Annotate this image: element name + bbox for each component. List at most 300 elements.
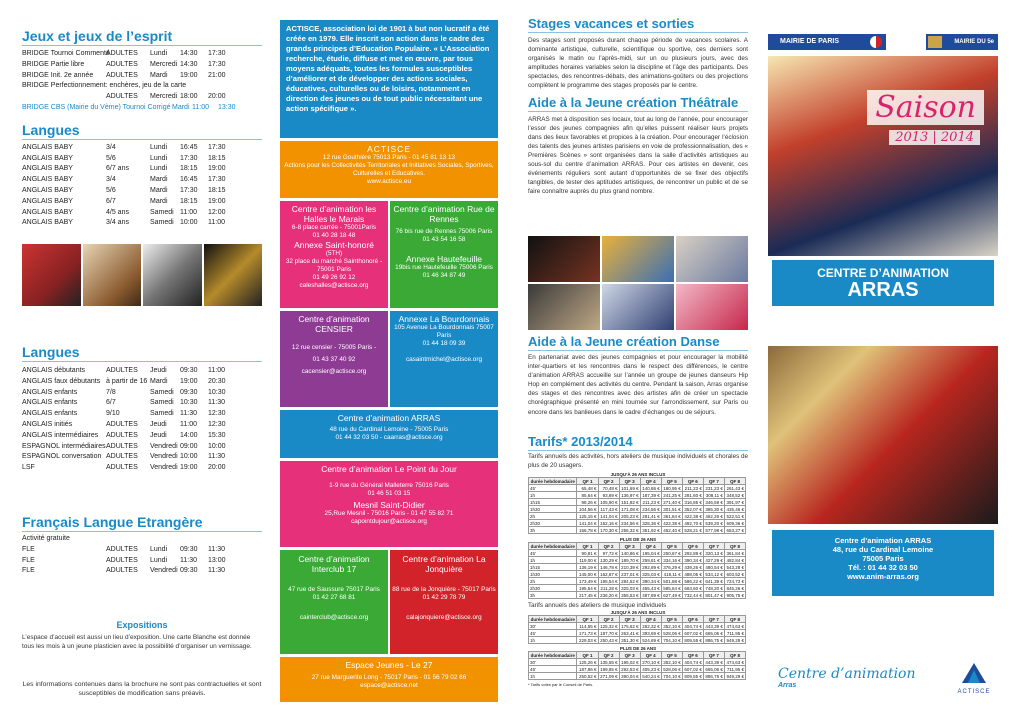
censier-mail[interactable]: cacensier@actisce.org <box>301 368 367 375</box>
cell: 11:30 <box>180 556 197 564</box>
interclub-mail[interactable]: cainterclub@actisce.org <box>299 614 369 621</box>
sdidier-address: 25,Rue Mesnil - 75016 Paris - 01 47 55 82 71 <box>324 510 454 517</box>
table-cell: 70,48 € <box>598 485 619 492</box>
sdidier-title: Mesnil Saint-Didier <box>353 500 425 510</box>
cell: ANGLAIS débutants <box>22 367 86 374</box>
table-cell: 949,29 € <box>724 637 745 644</box>
schedule-row <box>22 398 262 409</box>
table-cell: 236,20 € <box>598 592 619 599</box>
cell: 18:15 <box>180 197 198 205</box>
table-row <box>529 485 746 492</box>
cell: ADULTES <box>106 464 138 472</box>
fle-section <box>22 534 262 577</box>
table-cell: 217,45 € <box>577 592 598 599</box>
header-cell: QF 2 <box>598 616 619 623</box>
stages-text: Des stages sont proposés durant chaque période de vacances scolaires. A dominante artistique, culturelle, scientifique ou sportive, ces derniers sont organisés le matin ou l’après-midi, sur un ou plusieurs jours, avec des amplitudes horaires variables selon la discipline et l’âge des participants. Des spectacles, des rencontres-débats, des animations-goûters ou des projections complètent le programme des stages proposés par le centre. <box>528 37 748 90</box>
schedule-row <box>22 431 262 442</box>
table-cell: 284,52 € <box>619 578 640 585</box>
cell: 17:30 <box>208 143 226 151</box>
cell: 7/8 <box>106 388 116 396</box>
table-cell: 474,63 € <box>724 659 745 666</box>
actisce-title: ACTISCE <box>367 144 411 154</box>
table-cell: 462,26 € <box>703 513 724 520</box>
cell: 17:30 <box>208 50 226 57</box>
table-cell: 93,89 € <box>598 492 619 499</box>
cell: 14:00 <box>180 431 198 439</box>
cell: ANGLAIS BABY <box>22 143 73 151</box>
cell: 09:30 <box>180 545 198 553</box>
mairie-5-logo <box>926 34 998 50</box>
table-cell: 114,55 € <box>577 623 598 630</box>
table-cell: 292,53 € <box>619 666 640 673</box>
contact-city: 75005 Paris <box>862 554 904 563</box>
cell: ANGLAIS BABY <box>22 197 73 205</box>
cell: 3/4 ans <box>106 219 129 227</box>
table-cell: 292,89 € <box>640 564 661 571</box>
schedule-row <box>22 175 262 186</box>
cell: 6/7 ans <box>106 165 129 173</box>
cell: ADULTES <box>106 71 138 79</box>
cell: 18:15 <box>180 165 198 173</box>
table-cell: 540,24 € <box>640 673 661 680</box>
cell: Lundi <box>150 154 168 162</box>
table-cell: 351,92 € <box>640 527 661 534</box>
cell: à partir de 16 <box>106 377 148 385</box>
cell: ANGLAIS BABY <box>22 165 73 173</box>
table-row <box>529 550 746 557</box>
table-cell: 171,73 € <box>577 630 598 637</box>
table-cell: 501,88 € <box>661 578 682 585</box>
cell: ESPAGNOL intermédiaires <box>22 442 106 450</box>
schedule-row <box>22 81 262 92</box>
schedule-row <box>22 208 262 219</box>
table-cell: 229,03 € <box>577 637 598 644</box>
cell: Jeudi <box>150 420 167 428</box>
table-cell: 886,75 € <box>703 673 724 680</box>
table-cell: 603,52 € <box>724 571 745 578</box>
table-cell: 250,52 € <box>577 673 598 680</box>
table-cell: 105,90 € <box>598 499 619 506</box>
photo-dance <box>22 244 81 306</box>
table-cell: 101,69 € <box>619 485 640 492</box>
cell: 11:30 <box>208 453 225 461</box>
cell: FLE <box>22 556 35 564</box>
cell: ANGLAIS BABY <box>22 208 73 216</box>
cell: 18:15 <box>208 186 226 194</box>
table-row <box>529 578 746 585</box>
cell: ADULTES <box>106 50 138 57</box>
cell: ADULTES <box>106 567 138 575</box>
schedule-row <box>22 197 262 208</box>
table-cell: 809,55 € <box>682 673 703 680</box>
table-cell: 187,39 € <box>640 492 661 499</box>
cell: ANGLAIS enfants <box>22 399 78 407</box>
cell: Jeudi <box>150 431 167 439</box>
espace-jeunes-address: 27 rue Marguerite Long - 75017 Paris - 01 56 79 02 66 <box>311 674 467 681</box>
table-cell: 522,51 € <box>724 513 745 520</box>
table-cell: 136,19 € <box>577 564 598 571</box>
table-cell: 140,86 € <box>619 550 640 557</box>
cell: 11:00 <box>180 420 197 428</box>
cell: 11:30 <box>208 567 225 575</box>
cell: 9/10 <box>106 410 120 418</box>
halles-title: Centre d’animation les Halles le Marais <box>291 204 377 224</box>
espace-jeunes-title: Espace Jeunes - Le 27 <box>345 660 433 670</box>
table-cell: 175,62 € <box>619 623 640 630</box>
header-cell: QF 7 <box>703 543 724 550</box>
table-cell: 801,47 € <box>703 592 724 599</box>
table-cell: 256,32 € <box>619 527 640 534</box>
table-cell: 104,56 € <box>577 506 598 513</box>
tarif-table-2 <box>528 542 746 599</box>
cell: Mardi <box>150 71 168 79</box>
table-cell: 211,23 € <box>640 499 661 506</box>
table-cell: 348,52 € <box>724 492 745 499</box>
cell: Samedi <box>150 208 174 216</box>
table-cell: 3h <box>529 527 577 534</box>
table-cell: 627,49 € <box>661 592 682 599</box>
cell: Lundi <box>150 143 168 151</box>
paris-logo-icon <box>870 36 882 48</box>
halles-tel: 01 40 28 18 48 <box>312 232 356 239</box>
jonquiere-title: Centre d’animation La Jonquière <box>402 554 486 574</box>
mairie-header <box>768 34 998 50</box>
table-cell: 156,78 € <box>577 527 598 534</box>
logo-text: Centre d’animation <box>778 666 916 682</box>
header-cell: QF 1 <box>577 478 598 485</box>
table-row <box>529 492 746 499</box>
actisce-logo <box>954 662 994 700</box>
espace-jeunes-mail[interactable]: espace@actisce.net <box>360 682 418 689</box>
saison-years: 2013 | 2014 <box>889 130 980 145</box>
table-cell: 577,98 € <box>703 527 724 534</box>
header-cell: QF 6 <box>682 652 703 659</box>
table-cell: 173,49 € <box>577 578 598 585</box>
schedule-row <box>22 452 262 463</box>
tbl4-caption: PLUS DE 26 ANS <box>619 646 657 652</box>
table-row <box>529 592 746 599</box>
header-cell: durée hebdomadaire <box>529 616 577 623</box>
cell <box>106 81 150 92</box>
table-cell: 65,48 € <box>577 485 598 492</box>
table-cell: 845,26 € <box>724 585 745 592</box>
table-cell: 385,30 € <box>703 506 724 513</box>
cell: BRIDGE Partie libre <box>22 60 85 68</box>
cell: ANGLAIS enfants <box>22 388 78 396</box>
table-cell: 259,81 € <box>640 557 661 564</box>
table-cell: 189,70 € <box>619 557 640 564</box>
schedule-row <box>22 60 262 71</box>
table-cell: 711,95 € <box>724 630 745 637</box>
annexe-sh-tel: 01 49 26 92 12 <box>312 274 356 281</box>
table-cell: 1h <box>529 492 577 499</box>
table-cell: 241,25 € <box>661 492 682 499</box>
tarif-table-1 <box>528 477 746 534</box>
table-cell: 234,56 € <box>640 506 661 513</box>
photo-harp <box>143 244 202 306</box>
tarifs-heading: Tarifs* 2013/2014 <box>528 434 748 451</box>
pointdujour-address: 1-9 rue du Général Malleterre 75016 Paris <box>329 482 449 489</box>
table-cell: 140,86 € <box>640 485 661 492</box>
tbl3-caption: JUSQU’À 26 ANS INCLUS <box>610 610 666 616</box>
cell: 19:00 <box>180 71 198 79</box>
schedule-row <box>22 409 262 420</box>
cell: ESPAGNOL conversation <box>22 453 102 461</box>
cell: 10:30 <box>180 399 198 407</box>
header-cell: QF 5 <box>661 543 682 550</box>
table-cell: 211,28 € <box>598 585 619 592</box>
table-cell: 361,84 € <box>724 550 745 557</box>
halles-address: 6-8 place carrée - 75001Paris <box>291 224 377 231</box>
cell: 11:30 <box>208 545 225 553</box>
table-header-row <box>529 652 746 659</box>
cell: FLE <box>22 567 35 575</box>
cell: Mardi <box>150 186 168 194</box>
music-text: Tarifs annuels des ateliers de musique individuels <box>528 602 667 609</box>
actisce-web[interactable]: www.actisce.eu <box>366 178 412 185</box>
table-cell: 180,95 € <box>661 485 682 492</box>
table-cell: 90,81 € <box>577 550 598 557</box>
table-cell: 905,75 € <box>724 592 745 599</box>
table-row <box>529 557 746 564</box>
table-cell: 97,72 € <box>598 550 619 557</box>
table-cell: 809,55 € <box>682 637 703 644</box>
expo-text: L’espace d’accueil est aussi un lieu d’exposition. Une carte Blanche est donnée tous les mois à un jeune plasticien avec la possibilité d’organiser un vernissage. <box>22 634 252 650</box>
header-cell: QF 2 <box>598 543 619 550</box>
annexe-sh-mail[interactable]: caleshalles@actisce.org <box>299 282 369 289</box>
table-cell: 263,41 € <box>619 630 640 637</box>
table-cell: 85,64 € <box>577 492 598 499</box>
table-cell: 30' <box>529 659 577 666</box>
schedule-row <box>22 420 262 431</box>
schedule-row <box>22 49 262 60</box>
table-row <box>529 571 746 578</box>
contact-web[interactable]: www.anim-arras.org <box>847 572 919 581</box>
table-row <box>529 637 746 644</box>
table-cell: 653,27 € <box>724 527 745 534</box>
cell: 17:30 <box>180 154 198 162</box>
photo-pool <box>602 236 674 282</box>
table-cell: 439,26 € <box>682 564 703 571</box>
jeux-heading: Jeux et jeux de l’esprit <box>22 28 262 46</box>
censier-address: 12 rue censier - 75005 Paris - <box>291 344 377 351</box>
interclub-box <box>280 550 388 654</box>
actisce-desc: Actions pour les Collectivités Territoriales et Initiatives Sociales, Sportives, Culturelles et Educatives. <box>284 162 494 177</box>
rennes-title: Centre d’animation Rue de Rennes <box>393 204 495 224</box>
header-cell: QF 1 <box>577 652 598 659</box>
cell: Vendredi <box>150 464 178 472</box>
cell: 11:30 <box>180 410 197 418</box>
schedule-row <box>22 143 262 154</box>
tarifs-text: Tarifs annuels des activités, hors ateliers de musique individuels et chorales de plus de 20 usagers. <box>528 453 748 470</box>
table-cell: 1h15 <box>529 499 577 506</box>
actisce-logo-text: ACTISCE <box>957 689 991 695</box>
schedule-row <box>22 71 262 82</box>
table-cell: 346,59 € <box>703 499 724 506</box>
cell: Mardi <box>150 176 168 184</box>
table-cell: 135,55 € <box>598 659 619 666</box>
table-cell: 45' <box>529 550 577 557</box>
cell: Jeudi <box>150 367 167 374</box>
danse-text: En partenariat avec des jeunes compagnies et pour encourager la mobilité inter-quartiers et les rencontres dans le respect des différences, le centre d’animation ARRAS accueille sur l’année un groupe de jeunes danseurs Hip Hop en complément des activités du centre. Pendant la saison, Arras organise des stages et des rencontres avec des artistes afin de créer un spectacle chorégraphique présenté en mini tournée sur l’arrondissement, sur Paris ou encore dans les banlieues dans le cadre d’échanges ou de séjours. <box>528 354 748 416</box>
table-cell: 125,26 € <box>577 659 598 666</box>
interclub-tel: 01 42 27 68 81 <box>312 594 356 601</box>
cell: 20:00 <box>208 93 226 101</box>
cell: 12:00 <box>208 208 226 216</box>
table-cell: 704,10 € <box>661 673 682 680</box>
cell: Lundi <box>150 50 168 57</box>
table-row <box>529 499 746 506</box>
header-cell: QF 6 <box>682 616 703 623</box>
cell: ANGLAIS enfants <box>22 410 78 418</box>
table-cell: 170,30 € <box>598 527 619 534</box>
pointdujour-box <box>280 461 498 547</box>
table-cell: 195,04 € <box>640 550 661 557</box>
photo-craft <box>528 284 600 330</box>
contact-box <box>772 530 994 596</box>
annexe-sh-title: Annexe Saint-honoré <box>294 240 374 250</box>
dance-photo <box>768 346 998 524</box>
table-cell: 2h30 <box>529 585 577 592</box>
arras-title: Centre d’animation ARRAS <box>337 413 441 423</box>
contact-tel: Tél. : 01 44 32 03 50 <box>848 563 918 572</box>
header-cell: QF 3 <box>619 478 640 485</box>
table-cell: 270,10 € <box>640 659 661 666</box>
mairie-paris-logo <box>768 34 886 50</box>
sdidier-mail[interactable]: capointdujour@actisce.org <box>351 518 427 525</box>
pointdujour-tel: 01 46 51 03 15 <box>367 490 411 497</box>
table-cell: 45' <box>529 630 577 637</box>
table-cell: 117,43 € <box>598 506 619 513</box>
cell: 11:00 <box>192 103 209 111</box>
table-cell: 748,20 € <box>703 585 724 592</box>
table-cell: 352,10 € <box>661 623 682 630</box>
censier-tel: 01 43 37 40 92 <box>312 356 356 363</box>
fle-heading: Français Langue Etrangère <box>22 514 262 532</box>
table-cell: 393,69 € <box>640 630 661 637</box>
mairie-paris-text: MAIRIE DE PARIS <box>780 38 839 45</box>
cell: 17:30 <box>208 176 226 184</box>
table-cell: 199,85 € <box>598 666 619 673</box>
cell: 3/4 <box>106 176 116 184</box>
table-cell: 45' <box>529 666 577 673</box>
jonquiere-mail[interactable]: calajonquiere@actisce.org <box>406 614 482 621</box>
table-cell: 125,32 € <box>598 623 619 630</box>
table-cell: 146,78 € <box>598 564 619 571</box>
cell: Mardi <box>172 103 190 111</box>
table-cell: 2h <box>529 513 577 520</box>
table-cell: 422,38 € <box>661 520 682 527</box>
schedule-row <box>22 218 262 229</box>
table-cell: 2h30 <box>529 520 577 527</box>
table-cell: 390,04 € <box>619 673 640 680</box>
cell: Vendredi <box>150 442 178 450</box>
tarif-table-3 <box>528 615 746 644</box>
table-cell: 492,70 € <box>682 520 703 527</box>
cell: Lundi <box>150 165 168 173</box>
table-cell: 45' <box>529 485 577 492</box>
photo-painting <box>83 244 142 306</box>
cell <box>180 81 208 92</box>
table-header-row <box>529 478 746 485</box>
cell: 09:00 <box>180 442 198 450</box>
column-1 <box>22 0 262 724</box>
cell: 10:00 <box>180 219 198 227</box>
table-cell: 355,53 € <box>619 592 640 599</box>
cell: Samedi <box>150 219 174 227</box>
cell: Samedi <box>150 410 174 418</box>
cell: 11:00 <box>208 367 225 374</box>
annexe-sh-sub: (5TH) <box>325 250 343 257</box>
schedule-row <box>22 566 262 577</box>
table-cell: 609,36 € <box>724 520 745 527</box>
column-3 <box>528 0 748 724</box>
cell: 5/6 <box>106 154 116 162</box>
table-cell: 325,03 € <box>640 571 661 578</box>
cell: 21:00 <box>208 71 226 79</box>
table-cell: 292,89 € <box>682 550 703 557</box>
header-cell: QF 5 <box>661 652 682 659</box>
table-cell: 404,74 € <box>682 623 703 630</box>
cell: 10:30 <box>208 388 226 396</box>
table-cell: 281,41 € <box>640 513 661 520</box>
bourdonnais-mail[interactable]: casaintmichel@actisce.org <box>405 356 483 363</box>
table-cell: 422,38 € <box>682 513 703 520</box>
langues2-table <box>22 366 262 474</box>
table-cell: 665,06 € <box>703 630 724 637</box>
cell: ANGLAIS BABY <box>22 154 73 162</box>
cell: Samedi <box>150 388 174 396</box>
table-cell: 130,29 € <box>598 557 619 564</box>
triangle-icon <box>961 662 987 684</box>
contact-address: 48, rue du Cardinal Lemoine <box>832 545 934 554</box>
cell: ADULTES <box>106 442 138 450</box>
tarif-tables <box>528 472 748 687</box>
bourdonnais-tel: 01 44 18 09 39 <box>422 340 466 347</box>
table-cell: 141,04 € <box>577 520 598 527</box>
arras-address: 48 rue du Cardinal Lemoine - 75005 Paris <box>329 426 449 433</box>
table-cell: 665,06 € <box>703 666 724 673</box>
header-cell: QF 3 <box>619 652 640 659</box>
table-cell: 237,01 € <box>619 571 640 578</box>
table-row <box>529 630 746 637</box>
cell: 19:00 <box>180 377 198 385</box>
mairie-5-text: MAIRIE DU 5e <box>954 39 994 45</box>
cell: BRIDGE CBS (Mairie du Vème) Tournoi Corrigé <box>22 103 171 111</box>
table-cell: 125,15 € <box>577 513 598 520</box>
table-cell: 271,09 € <box>598 673 619 680</box>
cell: 18:00 <box>180 93 198 101</box>
cell: 14:30 <box>180 50 198 57</box>
header-cell: QF 7 <box>703 616 724 623</box>
tarif-table-4 <box>528 651 746 680</box>
table-cell: 271,40 € <box>661 499 682 506</box>
haute-address: 19bis rue Hautefeuille 75006 Paris <box>395 264 493 271</box>
cell: 13:30 <box>218 103 236 111</box>
cell: Lundi <box>150 545 168 553</box>
table-cell: 528,06 € <box>661 630 682 637</box>
cell: 19:00 <box>208 197 226 205</box>
cell: ADULTES <box>106 545 138 553</box>
arras-box <box>280 410 498 458</box>
table-cell: 405,23 € <box>640 666 661 673</box>
saison-title: Saison <box>867 90 984 125</box>
header-cell: QF 8 <box>724 652 745 659</box>
cell: 4/5 ans <box>106 208 129 216</box>
cell: Mercredi <box>150 93 178 101</box>
annexe-sh-address: 32 place du marché Sainthonoré - 75001 Paris <box>285 258 383 273</box>
cell: 11:00 <box>180 208 197 216</box>
